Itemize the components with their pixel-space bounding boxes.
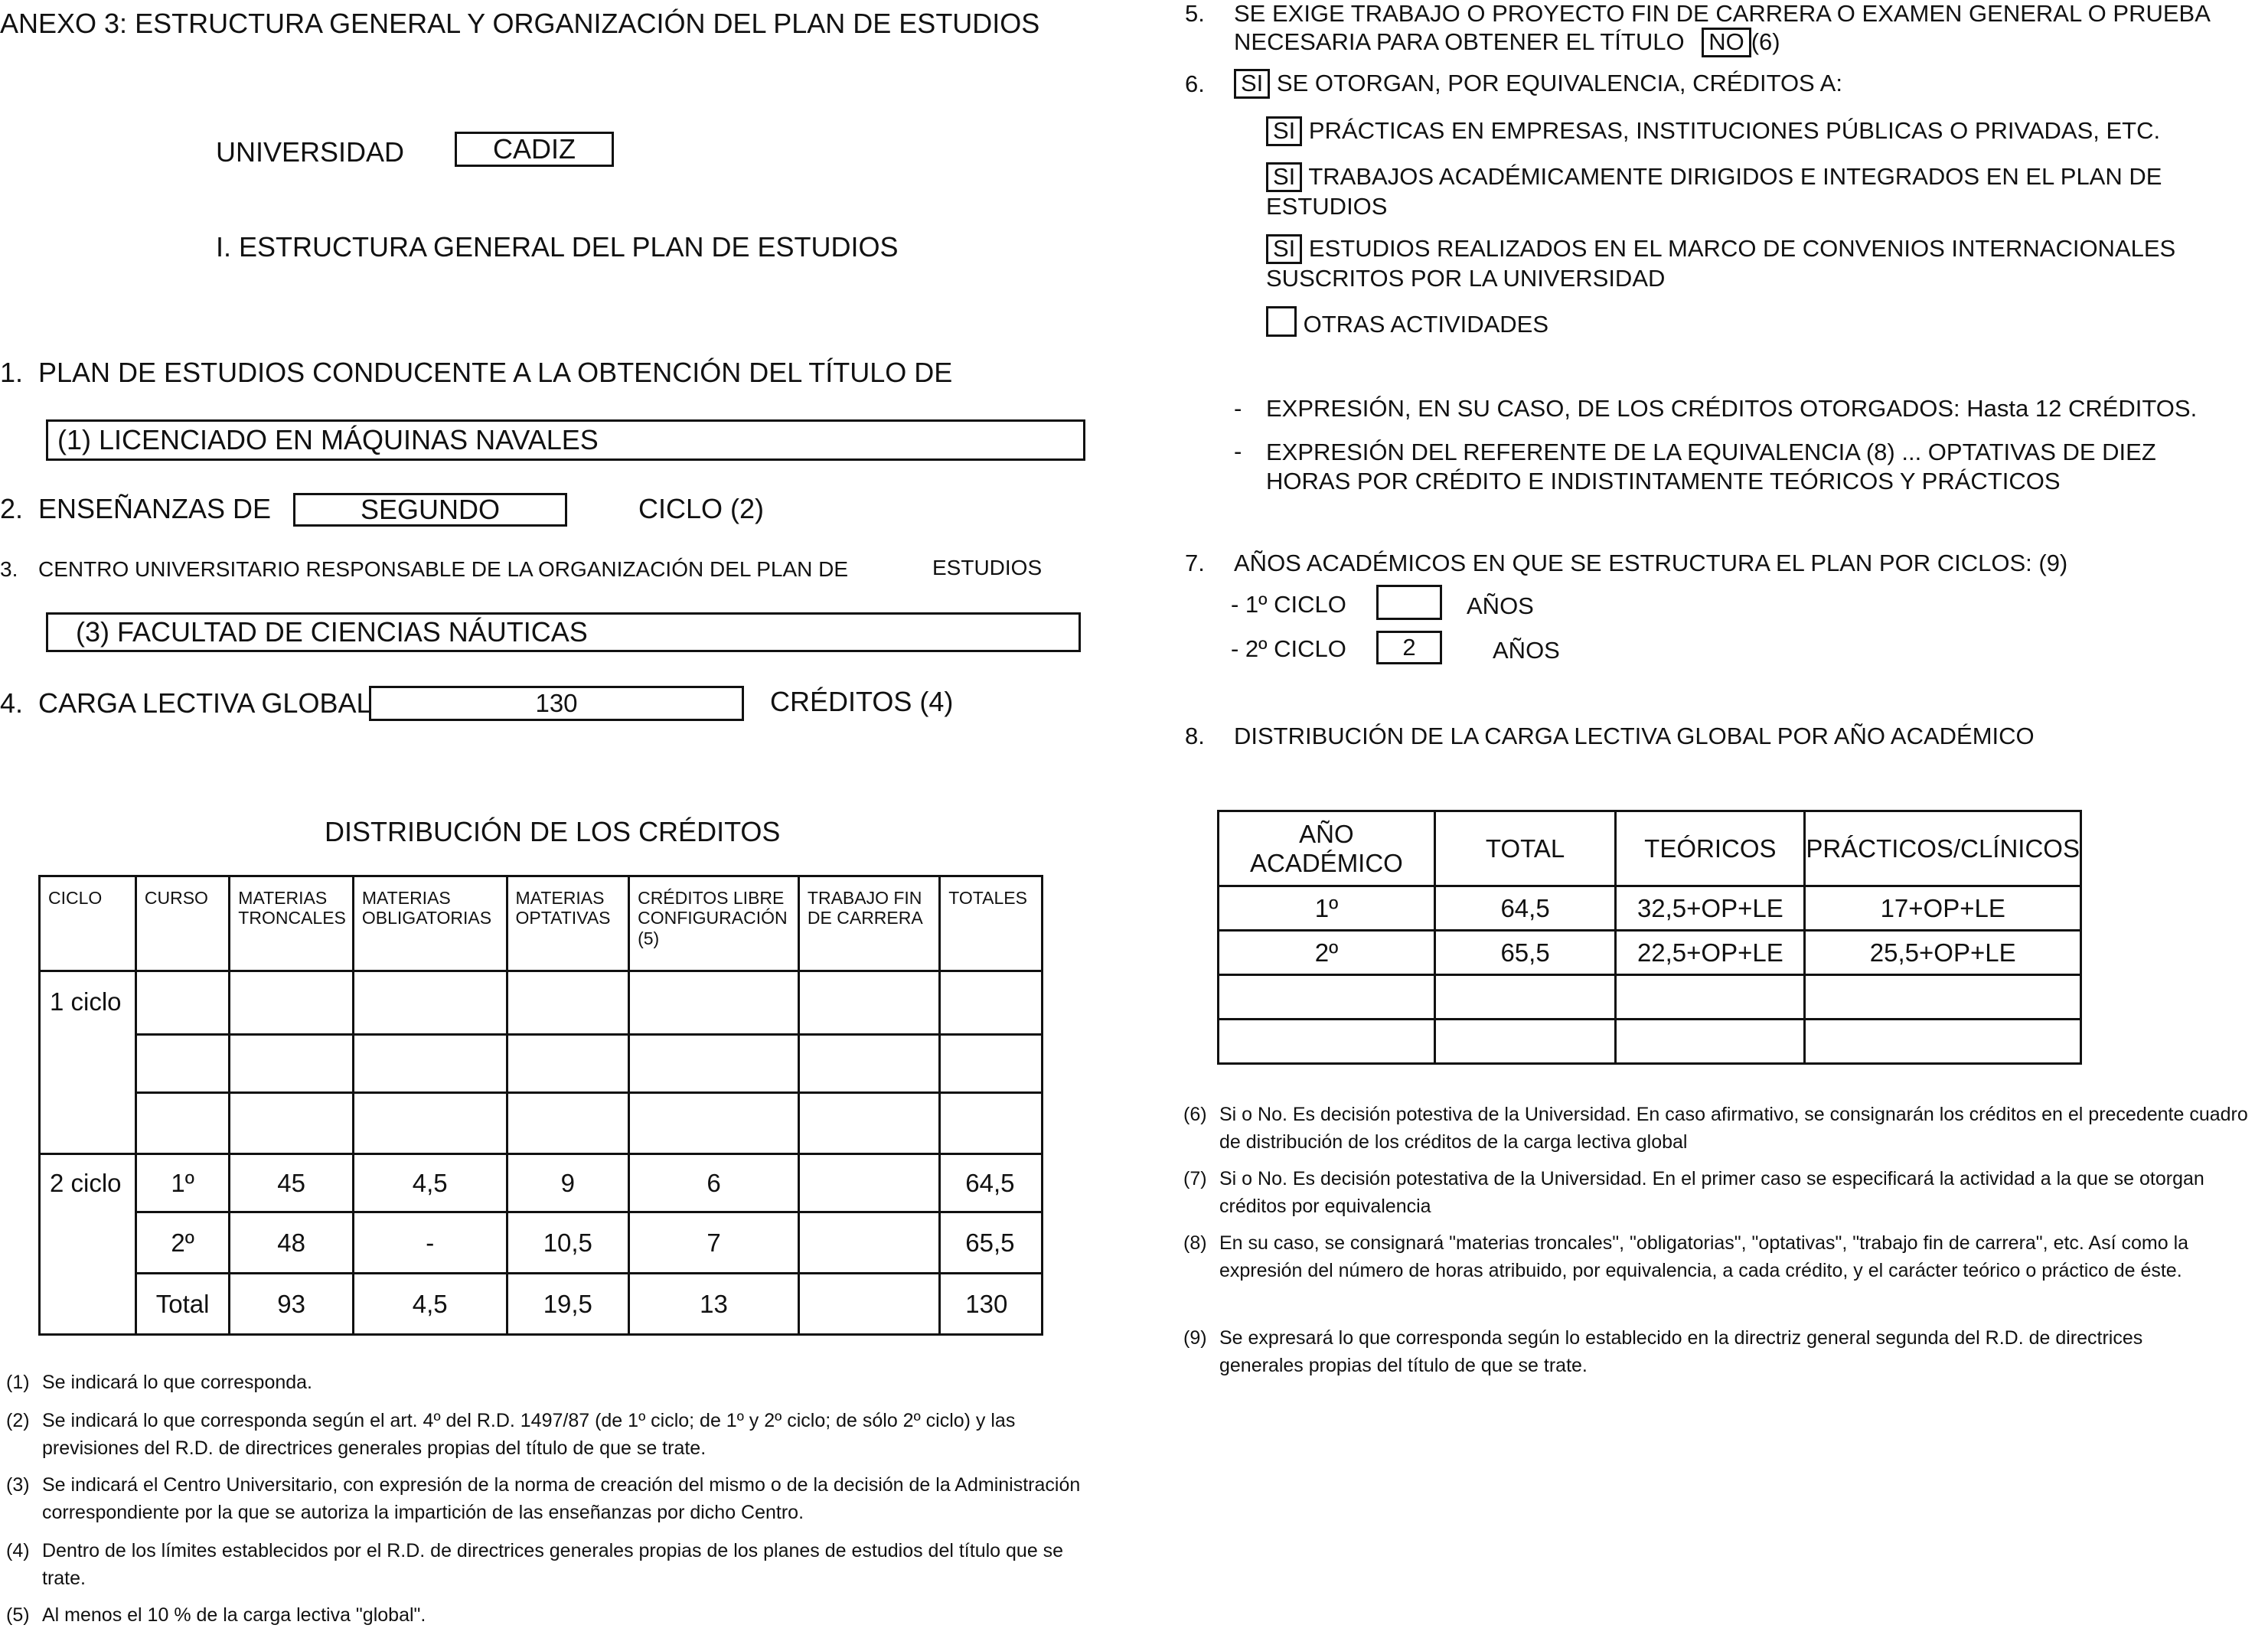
- footnote-number: (1): [6, 1372, 30, 1393]
- credits-table-header: [40, 876, 1043, 971]
- trabajo-fin-cell: [798, 1274, 939, 1335]
- curso-cell: 2º: [135, 1212, 229, 1274]
- header-curso: CURSO: [135, 876, 229, 971]
- option-checkbox: SI: [1266, 234, 1302, 264]
- ciclo2-label: 2 ciclo: [40, 1154, 136, 1335]
- option-label: OTRAS ACTIVIDADES: [1303, 311, 1549, 338]
- trabajo-fin-cell: [798, 1212, 939, 1274]
- footnote: [1183, 1229, 2224, 1285]
- header-troncales: MATERIAS TRONCALES: [230, 876, 354, 971]
- equivalence-option: [1266, 234, 2175, 293]
- annual-load-header: [1219, 811, 2081, 886]
- header-optativas: MATERIAS OPTATIVAS: [507, 876, 629, 971]
- year-cell: 2º: [1219, 931, 1435, 975]
- theory-cell: [1616, 975, 1805, 1020]
- ciclo1-label-right: - 1º CICLO: [1231, 591, 1346, 618]
- year-cell: [1219, 1020, 1435, 1064]
- footnote: [1183, 1165, 2263, 1221]
- footnote-number: (3): [6, 1474, 30, 1496]
- totales-cell: 64,5: [940, 1154, 1043, 1212]
- theory-cell: 22,5+OP+LE: [1616, 931, 1805, 975]
- libre-config-cell: 13: [629, 1274, 799, 1335]
- item1-number: 1.: [0, 357, 24, 388]
- footnote-text: Al menos el 10 % de la carga lectiva "global".: [42, 1604, 426, 1626]
- table-row: [40, 971, 1043, 1035]
- curso-cell: Total: [135, 1274, 229, 1335]
- libre-config-cell: 6: [629, 1154, 799, 1212]
- practice-cell: [1805, 975, 2081, 1020]
- university-field: [455, 132, 614, 167]
- equivalence-expression-line2: HORAS POR CRÉDITO E INDISTINTAMENTE TEÓRICOS Y PRÁCTICOS: [1266, 468, 2061, 494]
- ciclo2-years-field: [1376, 631, 1442, 664]
- footnote-text: Se indicará el Centro Universitario, con expresión de la norma de creación del mismo o de la decisión de la Administración correspondiente por la que se autoriza la impartición de las enseñanzas por dicho Centro.: [42, 1474, 1081, 1524]
- bullet-dash: -: [1234, 438, 1242, 465]
- year-cell: [1219, 975, 1435, 1020]
- bullet-dash: -: [1234, 395, 1242, 422]
- equivalence-option: [1266, 116, 2160, 146]
- troncales-cell: 93: [230, 1274, 354, 1335]
- item8-number: 8.: [1185, 723, 1205, 749]
- item5-line1: SE EXIGE TRABAJO O PROYECTO FIN DE CARRERA O EXAMEN GENERAL O PRUEBA: [1234, 0, 2211, 27]
- cycle-value: SEGUNDO: [360, 494, 501, 525]
- global-load-value: 130: [535, 689, 578, 717]
- ciclo1-years-field: [1376, 585, 1442, 620]
- ciclo1-label: 1 ciclo: [40, 971, 136, 1154]
- credits-expression: EXPRESIÓN, EN SU CASO, DE LOS CRÉDITOS OTORGADOS: Hasta 12 CRÉDITOS.: [1266, 395, 2198, 422]
- table-row: [1219, 886, 2081, 931]
- item2-suffix: CICLO (2): [638, 493, 765, 524]
- libre-config-cell: 7: [629, 1212, 799, 1274]
- item1-label: PLAN DE ESTUDIOS CONDUCENTE A LA OBTENCIÓN DEL TÍTULO DE: [38, 357, 953, 388]
- equivalence-credits-value: SI: [1234, 69, 1270, 99]
- option-checkbox: SI: [1266, 162, 1302, 192]
- option-checkbox: [1266, 306, 1297, 337]
- item4-label: CARGA LECTIVA GLOBAL: [38, 687, 372, 719]
- footnote-number: (2): [6, 1410, 30, 1431]
- header-obligatorias: MATERIAS OBLIGATORIAS: [353, 876, 507, 971]
- troncales-cell: 48: [230, 1212, 354, 1274]
- footnote: [6, 1601, 1093, 1629]
- option-label: PRÁCTICAS EN EMPRESAS, INSTITUCIONES PÚBLICAS O PRIVADAS, ETC.: [1308, 117, 2161, 144]
- footnote: [6, 1407, 1062, 1463]
- ciclo2-label-right: - 2º CICLO: [1231, 635, 1346, 662]
- practice-cell: 17+OP+LE: [1805, 886, 2081, 931]
- option-checkbox: SI: [1266, 116, 1302, 146]
- option-label: ESTUDIOS REALIZADOS EN EL MARCO DE CONVENIOS INTERNACIONALES: [1308, 235, 2176, 262]
- item6-label: SE OTORGAN, POR EQUIVALENCIA, CRÉDITOS A:: [1276, 70, 1842, 96]
- equivalence-option: [1266, 306, 1548, 338]
- obligatorias-cell: 4,5: [353, 1274, 507, 1335]
- header-total: TOTAL: [1434, 811, 1615, 886]
- cycle-field: [293, 493, 567, 527]
- item8-label: DISTRIBUCIÓN DE LA CARGA LECTIVA GLOBAL POR AÑO ACADÉMICO: [1234, 723, 2035, 749]
- table-row: [40, 1274, 1043, 1335]
- footnote: [1183, 1324, 2224, 1380]
- footnote-number: (4): [6, 1540, 30, 1561]
- ciclo2-years-value: 2: [1402, 634, 1416, 661]
- footnote: [6, 1471, 1093, 1527]
- distribution-title: DISTRIBUCIÓN DE LOS CRÉDITOS: [325, 816, 781, 847]
- header-libre-configuracion: CRÉDITOS LIBRE CONFIGURACIÓN (5): [629, 876, 799, 971]
- obligatorias-cell: -: [353, 1212, 507, 1274]
- trabajo-fin-cell: [798, 1154, 939, 1212]
- obligatorias-cell: 4,5: [353, 1154, 507, 1212]
- total-cell: [1434, 975, 1615, 1020]
- annual-load-table: [1217, 810, 2082, 1065]
- item2-number: 2.: [0, 493, 24, 524]
- footnote-number: (6): [1183, 1104, 1207, 1125]
- header-ano-academico: AÑO ACADÉMICO: [1219, 811, 1435, 886]
- footnote-text: Dentro de los límites establecidos por el R.D. de directrices generales propias de los planes de estudios del título que se trate.: [42, 1540, 1064, 1590]
- theory-cell: 32,5+OP+LE: [1616, 886, 1805, 931]
- item4-number: 4.: [0, 687, 24, 719]
- footnote: [6, 1369, 1093, 1396]
- final-project-value: NO: [1702, 28, 1751, 57]
- practice-cell: [1805, 1020, 2081, 1064]
- optativas-cell: 19,5: [507, 1274, 629, 1335]
- header-teoricos: TEÓRICOS: [1616, 811, 1805, 886]
- option-label-cont: ESTUDIOS: [1266, 192, 1388, 220]
- item4-suffix: CRÉDITOS (4): [770, 686, 954, 717]
- ciclo1-years-unit: AÑOS: [1467, 592, 1534, 619]
- item6-number: 6.: [1185, 70, 1205, 97]
- total-cell: 64,5: [1434, 886, 1615, 931]
- total-cell: [1434, 1020, 1615, 1064]
- global-load-field: [369, 686, 744, 721]
- troncales-cell: 45: [230, 1154, 354, 1212]
- header-totales: TOTALES: [940, 876, 1043, 971]
- item3-label-end: ESTUDIOS: [932, 556, 1043, 579]
- item3-label: CENTRO UNIVERSITARIO RESPONSABLE DE LA ORGANIZACIÓN DEL PLAN DE: [38, 557, 849, 581]
- table-row: [1219, 975, 2081, 1020]
- equivalence-expression: [1266, 438, 2156, 496]
- section-title: I. ESTRUCTURA GENERAL DEL PLAN DE ESTUDIOS: [216, 231, 899, 263]
- theory-cell: [1616, 1020, 1805, 1064]
- table-row: [1219, 931, 2081, 975]
- table-row: [1219, 1020, 2081, 1064]
- table-row: [40, 1154, 1043, 1212]
- curso-cell: 1º: [135, 1154, 229, 1212]
- table-row: [40, 1212, 1043, 1274]
- footnote-text: Si o No. Es decisión potestativa de la Universidad. En el primer caso se especificará la actividad a la que se otorgan créditos por equivalencia: [1219, 1168, 2204, 1218]
- centre-value: (3) FACULTAD DE CIENCIAS NÁUTICAS: [76, 616, 588, 648]
- footnote-number: (5): [6, 1604, 30, 1626]
- centre-field: [46, 612, 1081, 652]
- item2-label: ENSEÑANZAS DE: [38, 493, 272, 524]
- footnote-text: Se indicará lo que corresponda.: [42, 1372, 313, 1393]
- equivalence-expression-line1: EXPRESIÓN DEL REFERENTE DE LA EQUIVALENCIA (8) ... OPTATIVAS DE DIEZ: [1266, 439, 2156, 465]
- optativas-cell: 10,5: [507, 1212, 629, 1274]
- equivalence-option: [1266, 162, 2162, 221]
- practice-cell: 25,5+OP+LE: [1805, 931, 2081, 975]
- university-value: CADIZ: [493, 133, 576, 165]
- footnote-text: Se expresará lo que corresponda según lo establecido en la directriz general segunda del R.D. de directrices generales propias del título de que se trate.: [1219, 1327, 2143, 1377]
- header-practicos: PRÁCTICOS/CLÍNICOS: [1805, 811, 2081, 886]
- item7-label: AÑOS ACADÉMICOS EN QUE SE ESTRUCTURA EL PLAN POR CICLOS: (9): [1234, 550, 2068, 576]
- optativas-cell: 9: [507, 1154, 629, 1212]
- footnote-number: (8): [1183, 1232, 1207, 1254]
- year-cell: 1º: [1219, 886, 1435, 931]
- table-row: [40, 1035, 1043, 1093]
- option-label: TRABAJOS ACADÉMICAMENTE DIRIGIDOS E INTEGRADOS EN EL PLAN DE: [1308, 163, 2162, 190]
- total-cell: 65,5: [1434, 931, 1615, 975]
- footnote-text: En su caso, se consignará "materias troncales", "obligatorias", "optativas", "trabajo fin de carrera", etc. Así como la expresión del número de horas atribuido, por equivalencia, a cada crédito, y el carácter teórico o práctico de éste.: [1219, 1232, 2189, 1282]
- item7-number: 7.: [1185, 550, 1205, 576]
- item5-line2-row: [1234, 28, 1780, 57]
- annex-title: ANEXO 3: ESTRUCTURA GENERAL Y ORGANIZACIÓN DEL PLAN DE ESTUDIOS: [0, 8, 1040, 39]
- item5-note-ref: (6): [1751, 28, 1780, 55]
- option-label-cont: SUSCRITOS POR LA UNIVERSIDAD: [1266, 264, 1666, 292]
- footnote-number: (9): [1183, 1327, 1207, 1349]
- degree-title-field: [46, 419, 1085, 461]
- university-label: UNIVERSIDAD: [216, 136, 405, 168]
- header-trabajo-fin: TRABAJO FIN DE CARRERA: [798, 876, 939, 971]
- footnote: [1183, 1101, 2263, 1157]
- credits-table: [38, 875, 1043, 1336]
- footnote-number: (7): [1183, 1168, 1207, 1189]
- ciclo2-years-unit: AÑOS: [1493, 637, 1560, 664]
- totales-cell: 65,5: [940, 1212, 1043, 1274]
- item3-number: 3.: [0, 557, 18, 581]
- item6-row: [1234, 69, 1842, 99]
- item5-line2: NECESARIA PARA OBTENER EL TÍTULO: [1234, 28, 1685, 55]
- table-row: [40, 1093, 1043, 1154]
- footnote: [6, 1537, 1093, 1593]
- totales-cell: 130: [940, 1274, 1043, 1335]
- footnote-text: Se indicará lo que corresponda según el art. 4º del R.D. 1497/87 (de 1º ciclo; de 1º y 2º ciclo; de sólo 2º ciclo) y las previsiones del R.D. de directrices generales propias del título de que se trate.: [42, 1410, 1016, 1460]
- header-ciclo: CICLO: [40, 876, 136, 971]
- item5-number: 5.: [1185, 0, 1205, 27]
- degree-title-value: (1) LICENCIADO EN MÁQUINAS NAVALES: [57, 424, 599, 455]
- footnote-text: Si o No. Es decisión potestiva de la Universidad. En caso afirmativo, se consignarán los créditos en el precedente cuadro de distribución de los créditos de la carga lectiva global: [1219, 1104, 2248, 1153]
